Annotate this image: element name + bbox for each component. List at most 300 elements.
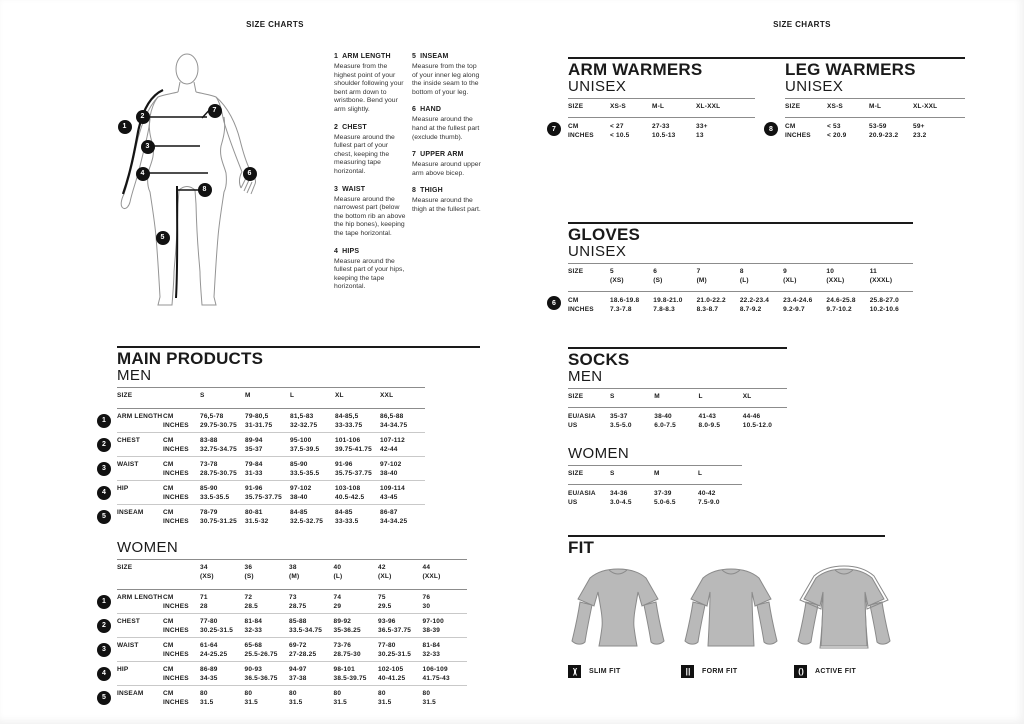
instruction-item (412, 151, 484, 178)
value-cell: 84-85 32.5-32.75 (290, 509, 324, 525)
value-cell: 80-81 31.5-32 (245, 509, 269, 525)
row-marker: 2 (97, 619, 111, 633)
leg-warmers-block (769, 59, 965, 142)
column-header: L (290, 392, 295, 399)
instruction-name: CHEST (342, 123, 367, 131)
row-label: INCHES (568, 132, 594, 139)
table-row (102, 614, 467, 637)
instruction-item (412, 106, 484, 142)
gloves-title: GLOVES (568, 225, 641, 244)
instruction-number: 3 (334, 185, 339, 193)
instructions-column-1 (334, 53, 406, 301)
instruction-number: 5 (412, 53, 417, 60)
value-cell: 85-90 33.5-35.5 (290, 461, 320, 477)
row-marker: 1 (97, 595, 111, 609)
instruction-title (334, 124, 406, 131)
value-cell: 7.8-8.3 (653, 306, 675, 313)
instruction-name: WAIST (342, 185, 366, 193)
column-header: M (245, 392, 251, 399)
value-cell: 77-80 30.25-31.5 (378, 642, 412, 658)
gloves-subtitle: UNISEX (568, 243, 627, 260)
column-header: 9 (XL) (783, 268, 797, 284)
value-cell: 80 31.5 (200, 690, 214, 706)
active-fit-icon: ( ) (794, 665, 807, 678)
table-header-row (568, 389, 787, 407)
slim-fit-icon: )( (568, 665, 581, 678)
value-cell: 81-84 32-33 (422, 642, 441, 658)
table-header-row (117, 388, 425, 408)
active-fit-figure (794, 565, 894, 653)
value-cell: 19.8-21.0 (653, 297, 683, 304)
row-label: INSEAM (117, 509, 144, 516)
instruction-title (412, 151, 484, 158)
value-cell: 8.0-9.5 (698, 422, 721, 429)
column-header: 42 (XL) (378, 564, 392, 580)
column-header: L (698, 470, 703, 477)
value-cell: 24.6-25.8 (826, 297, 856, 304)
value-cell: 34-36 (610, 490, 628, 497)
value-cell: 84-85 33-33.5 (335, 509, 359, 525)
row-label: INCHES (568, 306, 594, 313)
row-marker: 5 (97, 510, 111, 524)
row-label: CHEST (117, 618, 141, 625)
socks-men-subtitle: MEN (568, 368, 603, 385)
value-cell: 27-33 (652, 123, 670, 130)
row-marker: 4 (97, 486, 111, 500)
active-fit-label: ACTIVE FIT (815, 668, 857, 675)
value-cell: 61-64 24-25.25 (200, 642, 228, 658)
value-cell: 98-101 38.5-39.75 (333, 666, 367, 682)
table-body (568, 485, 742, 509)
value-cell: 8.3-8.7 (696, 306, 719, 313)
table-row (102, 409, 425, 432)
instruction-body: Measure around the hand at the fullest part (exclude thumb). (412, 116, 480, 141)
value-cell: 73-78 28.75-30.75 (200, 461, 237, 477)
table-row (102, 505, 425, 528)
value-cell: 91-96 35.75-37.75 (245, 485, 282, 501)
leg-warmers-subtitle: UNISEX (785, 78, 844, 95)
column-header: M-L (869, 103, 882, 110)
value-cell: 37-39 (654, 490, 672, 497)
column-header: 40 (L) (333, 564, 343, 580)
column-header: L (698, 393, 703, 400)
unit-label: CM INCHES (163, 509, 189, 525)
column-header: 36 (S) (244, 564, 254, 580)
value-cell: 22.2-23.4 (739, 297, 770, 304)
row-label: EU/ASIA (568, 413, 596, 420)
table-row (785, 122, 965, 131)
instruction-number: 4 (334, 247, 339, 255)
instruction-number: 6 (412, 106, 417, 114)
fit-title: FIT (568, 538, 595, 557)
page-header-right: SIZE CHARTS (773, 20, 831, 29)
column-header: M-L (652, 103, 665, 110)
section-rule (568, 535, 885, 537)
value-cell: 89-92 35-36.25 (333, 618, 361, 634)
value-cell: 102-105 40-41.25 (378, 666, 406, 682)
fit-item-form (681, 565, 781, 678)
value-cell: 76 30 (422, 594, 431, 610)
value-cell: 9.2-9.7 (783, 306, 805, 313)
column-header: 38 (M) (289, 564, 300, 580)
value-cell: < 10.5 (610, 132, 630, 139)
gloves-table (552, 263, 913, 316)
column-header: 11 (XXXL) (869, 268, 893, 284)
arm-warmers-table (552, 98, 755, 142)
value-cell: 81,5-83 32-32.75 (290, 413, 318, 429)
column-header: SIZE (117, 392, 133, 399)
table-row (785, 131, 965, 140)
body-diagram (110, 42, 310, 322)
value-cell: 86-87 34-34.25 (380, 509, 408, 525)
unit-label: CM INCHES (163, 461, 189, 477)
instruction-title (412, 53, 484, 60)
instruction-title (412, 106, 484, 113)
column-header: SIZE (568, 268, 584, 275)
instruction-item (334, 248, 406, 292)
row-label: HIP (117, 666, 129, 673)
value-cell: 80 31.5 (289, 690, 303, 706)
value-cell: 40-42 (698, 490, 716, 497)
unit-label: CM INCHES (163, 413, 189, 429)
table-row (102, 638, 467, 661)
value-cell: 79-80,5 31-31.75 (245, 413, 273, 429)
value-cell: 109-114 43-45 (380, 485, 405, 501)
diagram-marker: 2 (136, 110, 150, 124)
measurement-instructions (334, 53, 484, 301)
value-cell: 86,5-88 34-34.75 (380, 413, 408, 429)
instruction-body: Measure around upper arm above bicep. (412, 161, 481, 177)
value-cell: 71 28 (200, 594, 208, 610)
value-cell: 10.2-10.6 (869, 306, 899, 313)
instruction-item (334, 53, 406, 115)
row-label: WAIST (117, 461, 139, 468)
value-cell: 93-96 36.5-37.75 (378, 618, 412, 634)
table-row (102, 686, 467, 709)
men-size-table (102, 387, 425, 528)
instruction-number: 8 (412, 187, 417, 195)
column-header: S (610, 393, 615, 400)
value-cell: 6.0-7.5 (654, 422, 676, 429)
value-cell: 35-37 (610, 413, 628, 420)
column-header: XL-XXL (696, 103, 721, 110)
section-rule (117, 346, 480, 348)
main-products-women-subtitle: WOMEN (117, 539, 179, 556)
row-marker: 3 (97, 462, 111, 476)
row-label: ARM LENGTH (117, 413, 163, 420)
instruction-body: Measure around the thigh at the fullest part. (412, 197, 481, 213)
value-cell: 86-89 34-35 (200, 666, 218, 682)
column-header: XXL (380, 392, 394, 399)
table-row (102, 590, 467, 613)
value-cell: 89-94 35-37 (245, 437, 263, 453)
table-body (568, 408, 787, 432)
column-header: XS-S (610, 103, 626, 110)
value-cell: 81-84 32-33 (244, 618, 263, 634)
column-header: M (654, 470, 660, 477)
value-cell: 69-72 27-28.25 (289, 642, 317, 658)
column-header: XL-XXL (913, 103, 938, 110)
column-header: SIZE (785, 103, 801, 110)
column-header: SIZE (568, 103, 584, 110)
row-label: HIP (117, 485, 129, 492)
instruction-title (334, 186, 406, 193)
table-row (568, 498, 742, 507)
arm-warmers-title: ARM WARMERS (568, 60, 703, 79)
diagram-marker: 5 (156, 231, 170, 245)
value-cell: 18.6-19.8 (610, 297, 640, 304)
instruction-name: INSEAM (420, 53, 449, 60)
instruction-number: 2 (334, 123, 339, 131)
value-cell: 7.5-9.0 (698, 499, 720, 506)
value-cell: 53-59 (869, 123, 887, 130)
form-fit-figure (681, 565, 781, 653)
value-cell: 79-84 31-33 (245, 461, 263, 477)
value-cell: 84-85,5 33-33.75 (335, 413, 363, 429)
row-marker: 1 (97, 414, 111, 428)
diagram-marker: 3 (141, 140, 155, 154)
unit-label: CM INCHES (163, 642, 189, 658)
row-label: WAIST (117, 642, 139, 649)
column-header: 44 (XXL) (422, 564, 441, 580)
row-label: CM (785, 123, 796, 130)
unit-label: CM INCHES (163, 485, 189, 501)
value-cell: 7.3-7.8 (610, 306, 632, 313)
table-row (102, 662, 467, 685)
diagram-marker: 4 (136, 167, 150, 181)
table-row (568, 122, 755, 131)
instruction-item (412, 53, 484, 97)
instruction-body: Measure around the fullest part of your chest, keeping the measuring tape horizontal. (334, 133, 395, 175)
instruction-name: THIGH (420, 187, 443, 195)
instruction-body: Measure around the fullest part of your hips, keeping the tape horizontal. (334, 257, 405, 291)
diagram-marker: 1 (118, 120, 132, 134)
column-header: SIZE (117, 564, 133, 571)
row-marker: 6 (547, 296, 561, 310)
main-products-section (96, 346, 481, 709)
column-header (163, 563, 200, 581)
table-row (568, 421, 787, 430)
table-header-row (785, 99, 965, 117)
table-body (552, 118, 755, 142)
row-label: US (568, 499, 578, 506)
instruction-number: 1 (334, 53, 339, 60)
arm-warmers-block (552, 59, 755, 142)
value-cell: 90-93 36.5-36.75 (244, 666, 278, 682)
column-header: M (654, 393, 660, 400)
table-row (568, 412, 787, 421)
instruction-name: ARM LENGTH (342, 53, 391, 60)
value-cell: 74 29 (333, 594, 342, 610)
value-cell: 9.7-10.2 (826, 306, 852, 313)
table-row (568, 296, 913, 305)
gloves-section (552, 222, 913, 316)
column-header: SIZE (568, 393, 584, 400)
leg-warmers-table (769, 98, 965, 142)
fit-item-slim (568, 565, 668, 678)
socks-section (568, 347, 787, 509)
row-label: CM (568, 123, 579, 130)
value-cell: 38-40 (654, 413, 672, 420)
table-row (102, 457, 425, 480)
value-cell: 8.7-9.2 (739, 306, 762, 313)
column-header: 8 (L) (739, 268, 749, 284)
page-header-left: SIZE CHARTS (246, 20, 304, 29)
value-cell: 95-100 37.5-39.5 (290, 437, 320, 453)
instructions-column-2 (412, 53, 484, 301)
column-header: 7 (M) (696, 268, 707, 284)
value-cell: 23.2 (913, 132, 927, 139)
main-products-men-subtitle: MEN (117, 367, 152, 384)
value-cell: 83-88 32.75-34.75 (200, 437, 237, 453)
section-rule (568, 347, 787, 349)
value-cell: 85-88 33.5-34.75 (289, 618, 323, 634)
row-label: INSEAM (117, 690, 144, 697)
table-header-row (568, 466, 742, 484)
value-cell: 78-79 30.75-31.25 (200, 509, 237, 525)
instruction-title (334, 53, 406, 60)
row-marker: 8 (764, 122, 778, 136)
fit-section (568, 535, 898, 678)
row-label: INCHES (785, 132, 811, 139)
value-cell: 77-80 30.25-31.5 (200, 618, 234, 634)
value-cell: 20.9-23.2 (869, 132, 899, 139)
row-label: ARM LENGTH (117, 594, 163, 601)
value-cell: 44-46 (742, 413, 761, 420)
value-cell: 75 29.5 (378, 594, 392, 610)
unit-label: CM INCHES (163, 437, 189, 453)
value-cell: 10.5-12.0 (742, 422, 773, 429)
instruction-item (412, 187, 484, 214)
table-row (568, 131, 755, 140)
value-cell: 80 31.5 (422, 690, 436, 706)
socks-men-table (568, 388, 787, 432)
table-row (102, 433, 425, 456)
arm-warmers-subtitle: UNISEX (568, 78, 627, 95)
instruction-number: 7 (412, 151, 417, 159)
body-figure-svg (110, 42, 310, 322)
table-header-row (117, 560, 467, 589)
row-label: EU/ASIA (568, 490, 596, 497)
row-marker: 5 (97, 691, 111, 705)
instruction-title (412, 187, 484, 194)
table-row (568, 305, 913, 314)
value-cell: 41-43 (698, 413, 717, 420)
value-cell: 97-102 38-40 (380, 461, 402, 477)
column-header: 6 (S) (653, 268, 663, 284)
instruction-title (334, 248, 406, 255)
column-header: 10 (XXL) (826, 268, 845, 284)
row-marker: 7 (547, 122, 561, 136)
value-cell: 85-90 33.5-35.5 (200, 485, 230, 501)
value-cell: 72 28.5 (244, 594, 258, 610)
row-label: CHEST (117, 437, 141, 444)
women-size-table (102, 559, 467, 709)
value-cell: < 20.9 (827, 132, 847, 139)
fit-item-active (794, 565, 894, 678)
value-cell: 107-112 42-44 (380, 437, 405, 453)
table-row (102, 481, 425, 504)
value-cell: 80 31.5 (378, 690, 392, 706)
value-cell: 101-106 39.75-41.75 (335, 437, 372, 453)
value-cell: 73-76 28.75-30 (333, 642, 361, 658)
instruction-body: Measure from the highest point of your shoulder following your bent arm down to wristbone. Bend your arm slightly. (334, 63, 404, 113)
main-products-title: MAIN PRODUCTS (117, 349, 264, 368)
table-header-row (568, 99, 755, 117)
column-header: XL (335, 392, 344, 399)
instruction-item (334, 186, 406, 239)
instruction-item (334, 124, 406, 177)
instruction-name: HAND (420, 106, 442, 114)
socks-women-table (568, 465, 742, 509)
value-cell: 76,5-78 29.75-30.75 (200, 413, 237, 429)
row-marker: 4 (97, 667, 111, 681)
value-cell: < 27 (610, 123, 624, 130)
value-cell: 97-102 38-40 (290, 485, 312, 501)
value-cell: 25.8-27.0 (869, 297, 899, 304)
table-body (769, 118, 965, 142)
socks-title: SOCKS (568, 350, 630, 369)
diagram-marker: 6 (243, 167, 257, 181)
value-cell: 80 31.5 (333, 690, 347, 706)
row-label: US (568, 422, 578, 429)
value-cell: 94-97 37-38 (289, 666, 307, 682)
unit-label: CM INCHES (163, 666, 189, 682)
value-cell: 23.4-24.6 (783, 297, 813, 304)
column-header: 34 (XS) (200, 564, 214, 580)
socks-women-subtitle: WOMEN (568, 445, 630, 462)
value-cell: 3.0-4.5 (610, 499, 632, 506)
value-cell: 103-108 40.5-42.5 (335, 485, 365, 501)
value-cell: 21.0-22.2 (696, 297, 726, 304)
value-cell: 65-68 25.5-26.75 (244, 642, 278, 658)
table-header-row (568, 264, 913, 291)
unit-label: CM INCHES (163, 594, 189, 610)
value-cell: 59+ (913, 123, 925, 130)
instruction-body: Measure around the narrowest part (below the bottom rib an above the hip bones), keeping the tape horizontal. (334, 195, 406, 237)
value-cell: < 53 (827, 123, 841, 130)
leg-warmers-title: LEG WARMERS (785, 60, 916, 79)
value-cell: 33+ (696, 123, 708, 130)
value-cell: 5.0-6.5 (654, 499, 676, 506)
value-cell: 10.5-13 (652, 132, 676, 139)
column-header (163, 391, 200, 400)
column-header: 5 (XS) (610, 268, 624, 284)
unit-label: CM INCHES (163, 618, 189, 634)
section-rule (568, 222, 913, 224)
table-body (552, 292, 913, 316)
column-header: XL (742, 393, 752, 400)
instruction-body: Measure from the top of your inner leg along the inside seam to the bottom of your leg. (412, 63, 480, 96)
row-marker: 2 (97, 438, 111, 452)
value-cell: 91-96 35.75-37.75 (335, 461, 372, 477)
form-fit-icon: | | (681, 665, 694, 678)
diagram-marker: 8 (198, 183, 212, 197)
warmers-section (552, 57, 965, 142)
column-header: SIZE (568, 470, 584, 477)
value-cell: 3.5-5.0 (610, 422, 632, 429)
column-header: XS-S (827, 103, 843, 110)
value-cell: 13 (696, 132, 704, 139)
row-marker: 3 (97, 643, 111, 657)
slim-fit-label: SLIM FIT (589, 668, 621, 675)
instruction-name: HIPS (342, 247, 360, 255)
row-label: CM (568, 297, 579, 304)
form-fit-label: FORM FIT (702, 668, 738, 675)
column-header: S (200, 392, 205, 399)
value-cell: 97-100 38-39 (422, 618, 444, 634)
column-header: S (610, 470, 615, 477)
